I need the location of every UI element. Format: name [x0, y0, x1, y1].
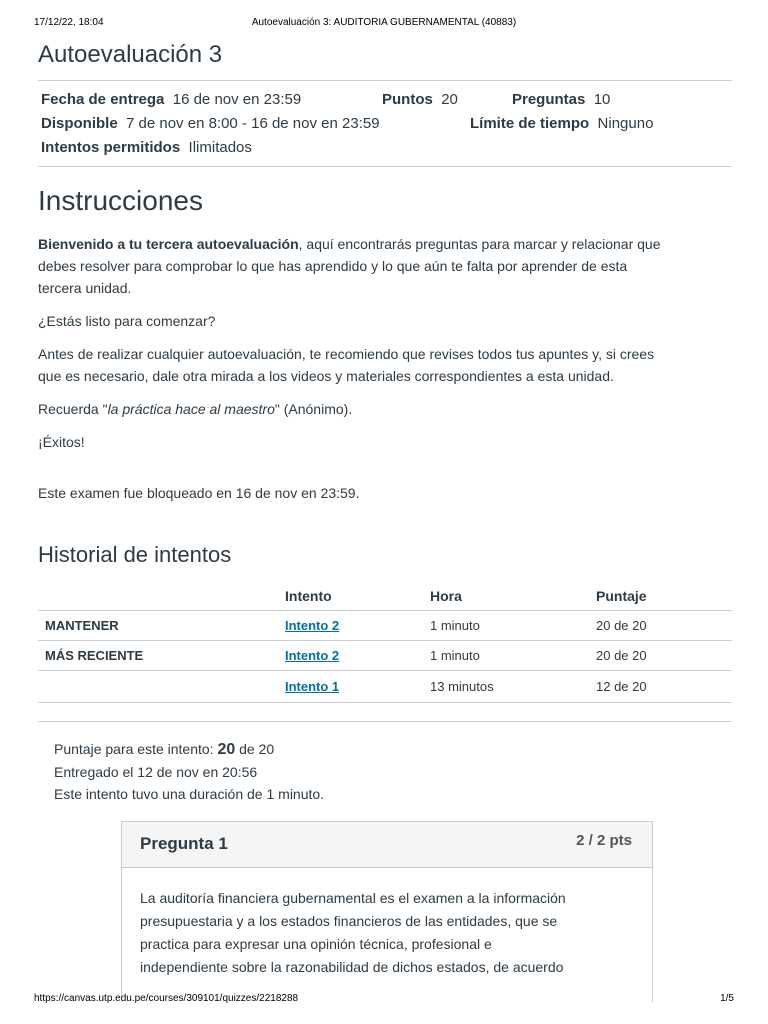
question-points: 2 / 2 pts: [576, 832, 632, 849]
time-cell: 1 minuto: [430, 611, 596, 641]
column-header: [38, 582, 285, 611]
question-header: [122, 822, 652, 868]
time-limit: Límite de tiempo Ninguno: [470, 115, 654, 132]
score-cell: 12 de 20: [596, 671, 732, 703]
page-number: 1/5: [720, 993, 734, 1004]
instructions-heading: Instrucciones: [38, 185, 203, 216]
table-header-row: [38, 582, 732, 611]
time-cell: 13 minutos: [430, 671, 596, 703]
allowed-attempts: Intentos permitidos Ilimitados: [41, 139, 252, 156]
question-card: [121, 821, 653, 1002]
column-header: Puntaje: [596, 582, 732, 611]
attempt-cell: [285, 671, 430, 703]
row-label: MANTENER: [38, 611, 285, 641]
attempt-score: Puntaje para este intento: 20 de 20: [54, 741, 275, 758]
available-range: Disponible 7 de nov en 8:00 - 16 de nov en 23:59: [41, 115, 380, 132]
divider: [38, 80, 732, 81]
score-cell: 20 de 20: [596, 611, 732, 641]
attempt-summary: [54, 738, 732, 805]
instructions-paragraph: ¡Éxitos!: [38, 434, 85, 450]
divider: [38, 721, 732, 722]
print-title: Autoevaluación 3: AUDITORIA GUBERNAMENTAL (40883): [251, 17, 517, 28]
question-text: La auditoría financiera gubernamental es el examen a la información presupuestaria y a los estados financieros de las entidades, que se practica para expresar una opinión técnica, profesional e independiente sobre la razonabilidad de dichos estados, de acuerdo: [140, 890, 566, 975]
attempt-cell: [285, 611, 430, 641]
instructions-paragraph: Antes de realizar cualquier autoevaluación, te recomiendo que revises todos tus apuntes y, si crees que es necesario, dale otra mirada a los videos y materiales correspondientes a esta unidad.: [38, 346, 655, 384]
attempt-duration: Este intento tuvo una duración de 1 minuto.: [54, 786, 325, 802]
column-header: Intento: [285, 582, 430, 611]
attempts-table: [38, 582, 732, 703]
time-cell: 1 minuto: [430, 641, 596, 671]
instructions-paragraph: Bienvenido a tu tercera autoevaluación, aquí encontrarás preguntas para marcar y relacionar que debes resolver para comprobar lo que has aprendido y lo que aún te falta por aprender de esta tercera unidad.: [38, 236, 661, 296]
row-label: MÁS RECIENTE: [38, 641, 285, 671]
locked-notice: Este examen fue bloqueado en 16 de nov en 23:59.: [38, 485, 360, 501]
attempt-link[interactable]: Intento 1: [285, 679, 340, 694]
submitted-date: Entregado el 12 de nov en 20:56: [54, 764, 258, 780]
page-url: https://canvas.utp.edu.pe/courses/309101/quizzes/2218288: [34, 993, 299, 1004]
questions-count: Preguntas 10: [512, 91, 611, 108]
question-title: Pregunta 1: [140, 834, 228, 853]
table-row: [38, 611, 732, 641]
main-content: [38, 40, 732, 805]
column-header: Hora: [430, 582, 596, 611]
table-row: [38, 671, 732, 703]
quiz-title: Autoevaluación 3: [38, 41, 223, 68]
instructions-paragraph: ¿Estás listo para comenzar?: [38, 313, 216, 329]
due-date: Fecha de entrega 16 de nov en 23:59: [41, 91, 302, 108]
attempt-link[interactable]: Intento 2: [285, 618, 340, 633]
score-cell: 20 de 20: [596, 641, 732, 671]
quiz-details: [38, 88, 732, 160]
attempt-link[interactable]: Intento 2: [285, 648, 340, 663]
print-datetime: 17/12/22, 18:04: [34, 17, 104, 28]
table-row: [38, 641, 732, 671]
row-label: [38, 671, 285, 703]
instructions-body: [38, 233, 732, 504]
instructions-paragraph: Recuerda "la práctica hace al maestro" (Anónimo).: [38, 401, 353, 417]
divider: [38, 166, 732, 167]
attempt-cell: [285, 641, 430, 671]
points: Puntos 20: [382, 91, 458, 108]
history-heading: Historial de intentos: [38, 542, 232, 567]
